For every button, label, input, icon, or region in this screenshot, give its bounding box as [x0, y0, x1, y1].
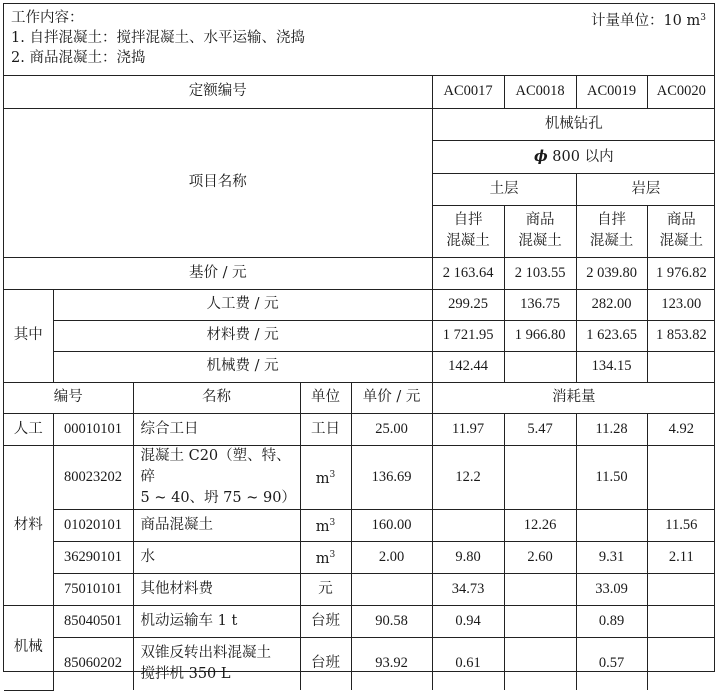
measurement-unit-label: 计量单位：10 m: [590, 13, 701, 29]
consumption-value: [504, 445, 576, 509]
consumption-value: 12.26: [504, 509, 576, 541]
work-content-title: 工作内容：: [11, 10, 84, 26]
item-code: 01020101: [53, 509, 133, 541]
labor-cost-row: [4, 289, 715, 320]
cost-row-label: 机械费 / 元: [53, 351, 432, 382]
table-row: [4, 445, 715, 509]
consumption-value: 2.60: [504, 541, 576, 573]
concrete-type: 商品 混凝土: [504, 205, 576, 257]
item-code: 36290101: [53, 541, 133, 573]
consumption-value: 2.11: [647, 541, 715, 573]
consumption-value: 0.94: [432, 605, 504, 637]
item-unit: 台班: [300, 637, 351, 690]
method-row: [4, 108, 715, 140]
item-code: 75010101: [53, 573, 133, 605]
cost-value: 1 966.80: [504, 320, 576, 351]
cost-value: 1 623.65: [576, 320, 647, 351]
quota-code: AC0020: [647, 76, 715, 108]
quota-sheet: [3, 3, 715, 682]
base-price-label: 基价 / 元: [4, 257, 432, 289]
item-code: 00010101: [53, 413, 133, 445]
item-name: 其他材料费: [133, 573, 300, 605]
cost-row-label: 人工费 / 元: [53, 289, 432, 320]
table-row: [4, 413, 715, 445]
cost-value: 299.25: [432, 289, 504, 320]
material-cost-row: [4, 320, 715, 351]
quota-code: AC0018: [504, 76, 576, 108]
consumption-value: [647, 637, 715, 690]
item-price: [351, 573, 432, 605]
consumption-value: [504, 605, 576, 637]
item-name: 水: [133, 541, 300, 573]
diameter-symbol: ϕ: [534, 147, 548, 165]
consumption-header: 消耗量: [432, 382, 715, 413]
item-name-label: 项目名称: [4, 108, 432, 257]
consumption-value: [432, 509, 504, 541]
consumption-value: [504, 637, 576, 690]
cost-value: [647, 351, 715, 382]
consumption-value: 0.57: [576, 637, 647, 690]
pile-diameter: [432, 140, 715, 173]
item-unit: $m^3$: [300, 541, 351, 573]
item-code: 85060202: [53, 637, 133, 690]
detail-header-row: [4, 382, 715, 413]
cost-value: 142.44: [432, 351, 504, 382]
consumption-value: 4.92: [647, 413, 715, 445]
table-row: [4, 637, 715, 690]
quota-code: AC0019: [576, 76, 647, 108]
cost-value: 134.15: [576, 351, 647, 382]
code-header: 编号: [4, 382, 133, 413]
cost-value: [504, 351, 576, 382]
quota-code: AC0017: [432, 76, 504, 108]
category-material: 材料: [4, 445, 53, 605]
item-price: 25.00: [351, 413, 432, 445]
quota-code-label: 定额编号: [4, 76, 432, 108]
table-row: [4, 605, 715, 637]
item-price: 136.69: [351, 445, 432, 509]
work-content-header: [4, 4, 714, 76]
item-name: 综合工日: [133, 413, 300, 445]
base-price: 1 976.82: [647, 257, 715, 289]
drilling-method: 机械钻孔: [432, 108, 715, 140]
item-unit: 工日: [300, 413, 351, 445]
item-code: 80023202: [53, 445, 133, 509]
base-price: 2 163.64: [432, 257, 504, 289]
stratum-soil: 土层: [432, 173, 576, 205]
cost-value: 123.00: [647, 289, 715, 320]
category-labor: 人工: [4, 413, 53, 445]
consumption-value: [647, 445, 715, 509]
item-name: 混凝土 C20（塑、特、碎 5 ~ 40、坍 75 ~ 90）: [133, 445, 300, 509]
item-unit: 台班: [300, 605, 351, 637]
diameter-value: 800 以内: [547, 148, 614, 165]
item-unit: $m^3$: [300, 445, 351, 509]
work-content-item-2: 2. 商品混凝土：浇捣: [11, 50, 146, 66]
consumption-value: 11.50: [576, 445, 647, 509]
concrete-type: 商品 混凝土: [647, 205, 715, 257]
among-label: 其中: [4, 289, 53, 382]
consumption-value: 9.80: [432, 541, 504, 573]
consumption-value: 0.61: [432, 637, 504, 690]
measurement-unit-exponent: 3: [700, 13, 706, 23]
consumption-value: 0.89: [576, 605, 647, 637]
table-row: [4, 541, 715, 573]
item-name: 商品混凝土: [133, 509, 300, 541]
cost-value: 1 853.82: [647, 320, 715, 351]
concrete-type: 自拌 混凝土: [432, 205, 504, 257]
consumption-value: 11.28: [576, 413, 647, 445]
consumption-value: 12.2: [432, 445, 504, 509]
cost-value: 282.00: [576, 289, 647, 320]
item-name: 机动运输车 1 t: [133, 605, 300, 637]
table-row: [4, 509, 715, 541]
unit-price-header: 单价 / 元: [351, 382, 432, 413]
base-price-row: [4, 257, 715, 289]
item-code: 85040501: [53, 605, 133, 637]
table-row: [4, 573, 715, 605]
quota-code-row: [4, 76, 715, 108]
measurement-unit: [591, 8, 706, 31]
consumption-value: [647, 605, 715, 637]
item-price: 90.58: [351, 605, 432, 637]
consumption-value: 33.09: [576, 573, 647, 605]
base-price: 2 039.80: [576, 257, 647, 289]
item-name: 双锥反转出料混凝土 搅拌机 350 L: [133, 637, 300, 690]
consumption-value: 11.56: [647, 509, 715, 541]
consumption-value: 11.97: [432, 413, 504, 445]
work-content-item-1: 1. 自拌混凝土：搅拌混凝土、水平运输、浇捣: [11, 30, 305, 46]
stratum-rock: 岩层: [576, 173, 715, 205]
item-price: 2.00: [351, 541, 432, 573]
cost-value: 136.75: [504, 289, 576, 320]
consumption-value: [576, 509, 647, 541]
item-price: 160.00: [351, 509, 432, 541]
item-unit: $m^3$: [300, 509, 351, 541]
consumption-value: [504, 573, 576, 605]
consumption-value: 9.31: [576, 541, 647, 573]
category-machine: 机械: [4, 605, 53, 690]
consumption-value: 34.73: [432, 573, 504, 605]
consumption-value: [647, 573, 715, 605]
base-price: 2 103.55: [504, 257, 576, 289]
consumption-value: 5.47: [504, 413, 576, 445]
item-unit: 元: [300, 573, 351, 605]
cost-value: 1 721.95: [432, 320, 504, 351]
cost-row-label: 材料费 / 元: [53, 320, 432, 351]
concrete-type: 自拌 混凝土: [576, 205, 647, 257]
quota-table: [4, 76, 715, 691]
unit-header: 单位: [300, 382, 351, 413]
name-header: 名称: [133, 382, 300, 413]
machine-cost-row: [4, 351, 715, 382]
item-price: 93.92: [351, 637, 432, 690]
